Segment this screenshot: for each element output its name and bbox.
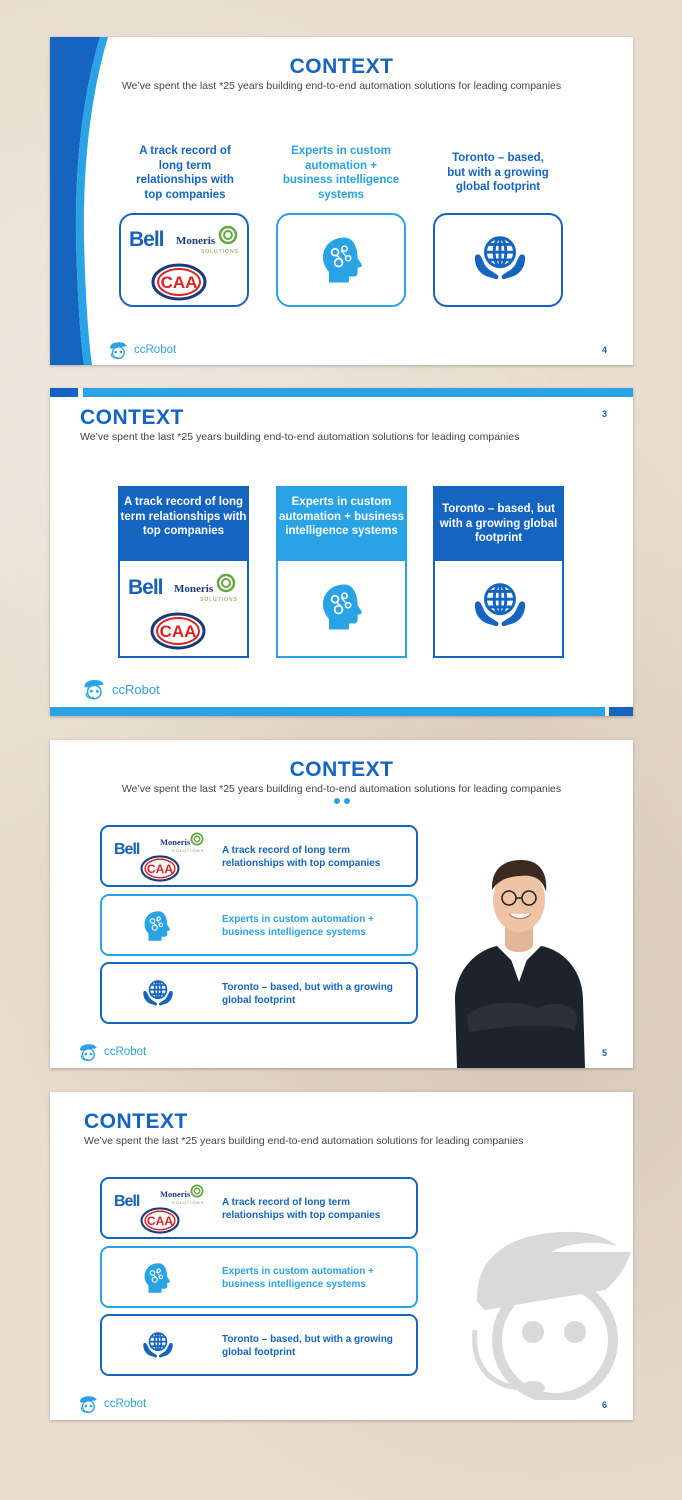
bell-logo: Bell [128, 576, 163, 599]
moneris-logo: Moneris [160, 837, 191, 847]
card-title-experts: Experts in custom automation + business intelligence systems [282, 145, 400, 201]
row-text: Experts in custom automation + business intelligence systems [222, 1266, 374, 1290]
moneris-solutions-text: SOLUTIONS [172, 848, 205, 853]
slide-subtitle: We’ve spent the last *25 years building end-to-end automation solutions for leading companies [80, 431, 520, 443]
slide-page-6 [50, 1092, 633, 1420]
slide-title: CONTEXT [84, 1110, 188, 1133]
column-head-track-record: A track record of long term relationships with top companies [120, 488, 247, 561]
top-bar-dark [50, 388, 78, 397]
column-brands [118, 486, 249, 658]
page-number: 5 [601, 1048, 607, 1058]
card-brands [119, 213, 249, 307]
row-text: Toronto – based, but with a growing global footprint [222, 982, 393, 1006]
svg-text:CAA: CAA [146, 861, 174, 876]
ccrobot-logo [106, 340, 176, 360]
bottom-bar-light [50, 707, 605, 716]
robot-mascot-icon [455, 1210, 633, 1400]
bell-logo: Bell [114, 841, 140, 858]
card-automation [276, 213, 406, 307]
svg-text:CAA: CAA [160, 273, 198, 292]
row-experts [100, 1246, 418, 1308]
column-automation [276, 486, 407, 658]
row-track-record [100, 825, 418, 887]
robot-logo-icon [76, 1042, 102, 1062]
logo-text: ccRobot [104, 1398, 147, 1410]
row-text: A track record of long term relationships with top companies [222, 845, 381, 869]
moneris-swirl-icon [190, 832, 204, 846]
moneris-swirl-icon [190, 1184, 204, 1198]
page-number: 3 [601, 409, 607, 419]
card-title-track-record: A track record of long term relationships with top companies [136, 145, 234, 201]
logo-text: ccRobot [112, 681, 160, 697]
moneris-logo: Moneris [160, 1189, 191, 1199]
moneris-solutions-text: SOLUTIONS [172, 1200, 205, 1205]
card-global [433, 213, 563, 307]
page-number: 6 [601, 1400, 607, 1410]
row-track-record [100, 1177, 418, 1239]
head-gears-icon [140, 1258, 174, 1298]
caa-logo [151, 263, 207, 301]
robot-logo-icon [76, 1394, 102, 1414]
slide-title: CONTEXT [80, 406, 184, 429]
moneris-logo: Moneris [174, 583, 214, 595]
head-gears-icon [140, 906, 174, 946]
moneris-solutions-text: SOLUTIONS [200, 597, 238, 603]
ccrobot-logo [76, 1042, 146, 1062]
caa-logo [150, 612, 206, 650]
column-head-toronto: Toronto – based, but with a growing global footprint [435, 488, 562, 561]
robot-logo-icon [106, 340, 132, 360]
row-experts [100, 894, 418, 956]
slide-title: CONTEXT [289, 55, 394, 78]
column-global [433, 486, 564, 658]
head-gears-icon [316, 229, 368, 291]
moneris-logo: Moneris [176, 235, 216, 247]
caa-logo [140, 855, 180, 882]
slide-title: CONTEXT [289, 758, 394, 781]
svg-text:CAA: CAA [159, 622, 197, 641]
row-text: Toronto – based, but with a growing global footprint [222, 1334, 393, 1358]
slide-subtitle: We’ve spent the last *25 years building end-to-end automation solutions for leading companies [121, 783, 562, 795]
logo-text: ccRobot [134, 344, 177, 356]
row-text: Experts in custom automation + business intelligence systems [222, 914, 374, 938]
svg-text:CAA: CAA [146, 1213, 174, 1228]
head-gears-icon [316, 576, 368, 638]
moneris-swirl-icon [218, 225, 238, 245]
slide-page-5 [50, 740, 633, 1068]
globe-hands-icon [471, 229, 529, 287]
moneris-swirl-icon [216, 573, 236, 593]
logo-text: ccRobot [104, 1046, 147, 1058]
caa-logo [140, 1207, 180, 1234]
globe-hands-icon [141, 1328, 175, 1362]
bell-logo: Bell [129, 228, 164, 251]
slide-page-4 [50, 37, 633, 365]
ccrobot-logo [76, 1394, 146, 1414]
card-title-toronto: Toronto – based, but with a growing global footprint [447, 152, 549, 193]
robot-logo-icon [80, 677, 110, 701]
bell-logo: Bell [114, 1193, 140, 1210]
dot-decoration [334, 798, 350, 804]
top-bar-light [83, 388, 633, 397]
page-number: 4 [601, 345, 607, 355]
globe-hands-icon [141, 976, 175, 1010]
businessman-photo [447, 850, 592, 1068]
row-toronto [100, 962, 418, 1024]
slide-subtitle: We’ve spent the last *25 years building end-to-end automation solutions for leading companies [121, 80, 562, 92]
row-toronto [100, 1314, 418, 1376]
slide-subtitle: We’ve spent the last *25 years building end-to-end automation solutions for leading companies [84, 1135, 524, 1147]
ccrobot-logo [80, 677, 160, 701]
moneris-solutions-text: SOLUTIONS [201, 249, 239, 255]
slide-page-3 [50, 388, 633, 716]
bottom-bar-dark [609, 707, 633, 716]
globe-hands-icon [471, 576, 529, 634]
row-text: A track record of long term relationships with top companies [222, 1197, 381, 1221]
column-head-experts: Experts in custom automation + business intelligence systems [278, 488, 405, 561]
